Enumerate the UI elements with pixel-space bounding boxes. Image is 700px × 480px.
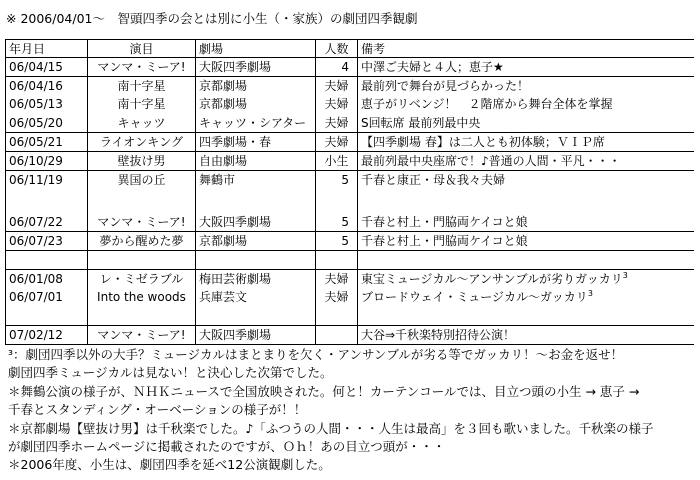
- cell-date-text: 06/05/20: [9, 115, 63, 130]
- table-row: [6, 132, 695, 151]
- cell-date-text: 06/11/19: [9, 173, 63, 188]
- cell-people-text: 小生: [324, 153, 349, 168]
- cell-note: [358, 132, 695, 151]
- footnotes: [8, 346, 698, 475]
- table-row: [6, 151, 695, 170]
- table-row: [6, 325, 695, 344]
- cell-people: [316, 270, 358, 289]
- cell-note-text: ブロードウェイ・ミュージカル～ガッカリ: [361, 290, 588, 305]
- cell-theater: [196, 95, 316, 113]
- cell-title-text: 壁抜け男: [117, 153, 166, 168]
- cell-title: [88, 171, 196, 190]
- cell-people: [316, 77, 358, 96]
- column-header-title: 演目: [88, 40, 196, 58]
- cell-theater: [196, 189, 316, 212]
- cell-people: [316, 95, 358, 113]
- table-row: [6, 288, 695, 306]
- cell-title: [88, 77, 196, 96]
- cell-people-text: 4: [341, 60, 349, 75]
- cell-people-text: 5: [341, 214, 349, 229]
- cell-title: [88, 113, 196, 132]
- cell-theater-text: 四季劇場・春: [199, 134, 272, 149]
- table-row: [6, 251, 695, 270]
- cell-theater: [196, 77, 316, 96]
- column-header-people: 人数: [316, 40, 358, 58]
- cell-note: [358, 113, 695, 132]
- cell-date: [6, 231, 88, 250]
- cell-note-text: 最前列で舞台が見づらかった！: [361, 79, 530, 94]
- cell-note: [358, 77, 695, 96]
- cell-note-text: 千春と康正・母＆我々夫婦: [361, 173, 506, 188]
- note-line: 劇団四季ミュージカルは見ない！と決心した次第でした。: [8, 365, 333, 381]
- cell-date-text: 06/07/22: [9, 214, 63, 229]
- cell-theater-text: 大阪四季劇場: [199, 214, 272, 229]
- cell-title: [88, 325, 196, 344]
- table-row: [6, 95, 695, 113]
- cell-note-text: 東宝ミュージカル～アンサンブルが劣りガッカリ: [361, 272, 623, 287]
- cell-title-text: 南十字星: [117, 97, 166, 112]
- cell-note-text: 千春と村上・門脇両ケイコと娘: [361, 233, 528, 248]
- cell-people: [316, 213, 358, 232]
- cell-note: [358, 151, 695, 170]
- table-body: [6, 58, 695, 345]
- cell-people: [316, 288, 358, 306]
- note-line: ＊京都劇場【壁抜け男】は千秋楽でした。♪「ふつうの人間・・・人生は最高」を３回も歌いました。千秋楽の様子: [8, 420, 654, 436]
- cell-people: [316, 171, 358, 190]
- cell-people-text: 5: [341, 233, 349, 248]
- cell-theater: [196, 251, 316, 270]
- footnote-mark: 3: [587, 289, 593, 299]
- page-heading: ※ 2006/04/01～ 智頭四季の会とは別に小生（・家族）の劇団四季観劇: [6, 11, 418, 26]
- cell-note: [358, 251, 695, 270]
- note-line: ＊2006年度、小生は、劇団四季を延べ12公演観劇した。: [8, 457, 331, 473]
- cell-date: [6, 288, 88, 306]
- cell-title: [88, 95, 196, 113]
- cell-note: [358, 189, 695, 212]
- cell-note-text: 【四季劇場 春】は二人とも初体験；ＶＩＰ席: [361, 134, 605, 149]
- cell-note: [358, 213, 695, 232]
- cell-theater: [196, 325, 316, 344]
- cell-date: [6, 132, 88, 151]
- cell-note-text: 恵子がリベンジ！ ２階席から舞台全体を掌握: [361, 97, 613, 112]
- cell-date: [6, 213, 88, 232]
- footnote-mark: 3: [622, 271, 628, 281]
- note-line: が劇団四季ホームページに掲載されたのですが、Ｏｈ！あの目立つ頭が・・・: [8, 439, 446, 455]
- table-row: [6, 189, 695, 212]
- cell-date: [6, 251, 88, 270]
- table-row: [6, 77, 695, 96]
- cell-title-text: 南十字星: [117, 79, 166, 94]
- cell-people: [316, 151, 358, 170]
- cell-note: [358, 171, 695, 190]
- cell-title: [88, 132, 196, 151]
- cell-theater: [196, 113, 316, 132]
- cell-note-text: 最前列最中央座席で！♪普通の人間・平凡・・・: [361, 153, 621, 168]
- cell-people: [316, 132, 358, 151]
- cell-title-text: 異国の丘: [117, 173, 166, 188]
- cell-theater: [196, 231, 316, 250]
- cell-title-text: Into the woods: [97, 290, 186, 305]
- cell-title: [88, 251, 196, 270]
- note-line: ＊舞鶴公演の様子が、ＮＨＫニュースで全国放映された。何と！カーテンコールでは、目立つ頭の小生 → 恵子 →: [8, 383, 640, 399]
- cell-people: [316, 325, 358, 344]
- cell-date: [6, 307, 88, 326]
- table-row: [6, 231, 695, 250]
- cell-title-text: レ・ミゼラブル: [99, 272, 184, 287]
- cell-theater-text: 大阪四季劇場: [199, 327, 272, 342]
- cell-people-text: 5: [341, 173, 349, 188]
- cell-people-text: 夫婦: [324, 272, 349, 287]
- cell-date: [6, 151, 88, 170]
- cell-date-text: 06/07/01: [9, 290, 63, 305]
- cell-title-text: マンマ・ミーア!: [97, 327, 186, 342]
- cell-date: [6, 113, 88, 132]
- cell-note: [358, 231, 695, 250]
- cell-note-text: 千春と村上・門脇両ケイコと娘: [361, 214, 528, 229]
- cell-title-text: マンマ・ミーア!: [97, 60, 186, 75]
- table-row: [6, 58, 695, 77]
- cell-note: [358, 288, 695, 306]
- cell-title: [88, 189, 196, 212]
- cell-theater: [196, 58, 316, 77]
- cell-people-text: 夫婦: [324, 115, 349, 130]
- cell-date-text: 06/01/08: [9, 272, 63, 287]
- theater-log-table-wrap: [5, 39, 694, 345]
- cell-people: [316, 231, 358, 250]
- note-line: ³：劇団四季以外の大手？ミュージカルはまとまりを欠く・アンサンブルが劣る等でガッカリ！～お金を返せ！: [8, 347, 624, 362]
- cell-date: [6, 95, 88, 113]
- column-header-theater: 劇場: [196, 40, 316, 58]
- cell-date-text: 06/05/13: [9, 97, 63, 112]
- cell-theater-text: 兵庫芸文: [199, 290, 248, 305]
- cell-theater: [196, 151, 316, 170]
- cell-people-text: 夫婦: [324, 290, 349, 305]
- table-row: [6, 171, 695, 190]
- table-row: [6, 213, 695, 232]
- cell-date: [6, 171, 88, 190]
- cell-theater-text: 梅田芸術劇場: [199, 272, 272, 287]
- cell-people: [316, 58, 358, 77]
- cell-title-text: ライオンキング: [100, 134, 183, 149]
- cell-title: [88, 213, 196, 232]
- cell-note-text: S回転席 最前列最中央: [361, 115, 481, 130]
- cell-title: [88, 58, 196, 77]
- cell-people: [316, 189, 358, 212]
- cell-date-text: 07/02/12: [9, 327, 63, 342]
- cell-date: [6, 270, 88, 289]
- cell-theater-text: 自由劇場: [199, 153, 248, 168]
- cell-title: [88, 151, 196, 170]
- cell-theater-text: 京都劇場: [199, 97, 248, 112]
- cell-theater: [196, 132, 316, 151]
- cell-theater: [196, 171, 316, 190]
- column-header-note: 備考: [358, 40, 695, 58]
- cell-date: [6, 189, 88, 212]
- cell-title: [88, 307, 196, 326]
- cell-title: [88, 231, 196, 250]
- cell-theater-text: 京都劇場: [199, 233, 248, 248]
- cell-date-text: 06/10/29: [9, 153, 63, 168]
- cell-theater: [196, 270, 316, 289]
- cell-date: [6, 77, 88, 96]
- table-row: [6, 307, 695, 326]
- table-row: [6, 113, 695, 132]
- cell-theater-text: 大阪四季劇場: [199, 60, 272, 75]
- cell-title: [88, 288, 196, 306]
- cell-note-text: 大谷⇒千秋楽特別招待公演！: [361, 327, 516, 342]
- cell-title-text: キャッツ: [117, 115, 166, 130]
- cell-date-text: 06/05/21: [9, 134, 63, 149]
- cell-people-text: 夫婦: [324, 79, 349, 94]
- cell-theater-text: キャッツ・シアター: [199, 115, 307, 130]
- cell-theater-text: 舞鶴市: [199, 173, 236, 188]
- cell-title-text: マンマ・ミーア!: [97, 214, 186, 229]
- cell-theater-text: 京都劇場: [199, 79, 248, 94]
- cell-note: [358, 307, 695, 326]
- cell-people-text: 夫婦: [324, 97, 349, 112]
- cell-theater: [196, 288, 316, 306]
- cell-title: [88, 270, 196, 289]
- cell-date: [6, 325, 88, 344]
- cell-title-text: 夢から醒めた夢: [99, 233, 184, 248]
- cell-theater: [196, 307, 316, 326]
- cell-note: [358, 58, 695, 77]
- cell-date: [6, 58, 88, 77]
- cell-people: [316, 307, 358, 326]
- column-header-date: 年月日: [6, 40, 88, 58]
- cell-note: [358, 325, 695, 344]
- note-line: 千春とスタンディング・オーベーションの様子が！！: [8, 402, 307, 418]
- cell-note: [358, 270, 695, 289]
- cell-note-text: 中澤ご夫婦と４人；恵子★: [361, 60, 504, 75]
- cell-date-text: 06/04/16: [9, 79, 63, 94]
- table-row: [6, 270, 695, 289]
- cell-note: [358, 95, 695, 113]
- cell-people: [316, 251, 358, 270]
- table-header-row: [6, 40, 695, 58]
- cell-date-text: 06/07/23: [9, 233, 63, 248]
- cell-date-text: 06/04/15: [9, 60, 63, 75]
- cell-people-text: 夫婦: [324, 134, 349, 149]
- cell-theater: [196, 213, 316, 232]
- cell-people: [316, 113, 358, 132]
- theater-log-table: [5, 39, 694, 345]
